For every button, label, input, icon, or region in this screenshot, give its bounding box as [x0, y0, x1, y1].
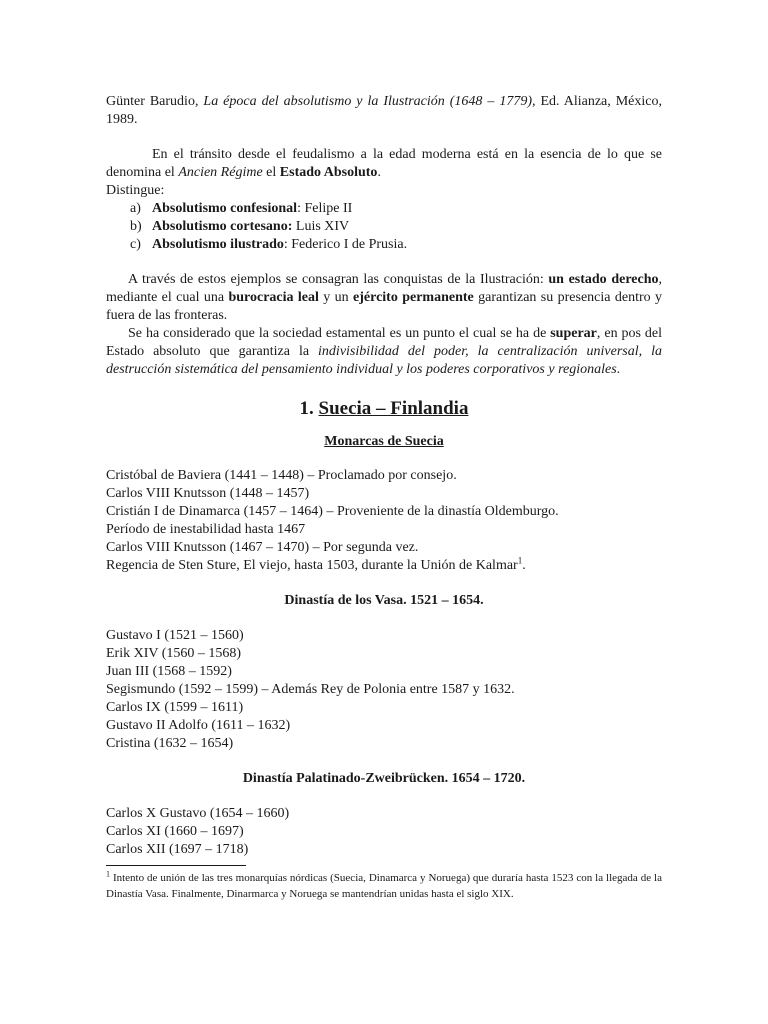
para2-ejercito: ejército permanente	[353, 290, 474, 305]
list-item-bold: Absolutismo cortesano:	[152, 219, 293, 234]
footnote-ref: 1	[517, 555, 523, 566]
regencia-text: Regencia de Sten Sture, El viejo, hasta 1503, durante la Unión de Kalmar	[106, 558, 518, 573]
para3-text-c: , en pos del Estado absoluto que garantiza la	[106, 326, 663, 359]
para2-text-e: y un	[318, 290, 354, 305]
footnote	[106, 870, 662, 902]
palatinado-list	[106, 805, 662, 859]
list-item	[106, 218, 662, 236]
intro-ancien-regime: Ancien Régime	[178, 165, 263, 180]
list-item: Carlos XII (1697 – 1718)	[106, 842, 249, 857]
distingue-label: Distingue:	[106, 183, 165, 198]
list-item	[106, 557, 662, 575]
list-item: Carlos XI (1660 – 1697)	[106, 824, 244, 839]
para3-text-e: .	[616, 362, 621, 377]
paragraph-ilustracion	[106, 271, 662, 325]
para2-estado-derecho: un estado derecho	[548, 272, 659, 287]
para2-text-a: A través de estos ejemplos se consagran las conquistas de la Ilustración:	[128, 272, 549, 287]
list-item-bold: Absolutismo ilustrado	[152, 237, 284, 252]
intro-estado-absoluto: Estado Absoluto	[279, 165, 378, 180]
intro-text-c: .	[377, 165, 381, 180]
para3-text-a: Se ha considerado que la sociedad estamental es un punto el cual se ha de	[128, 326, 551, 341]
reference-publisher: Ed. Alianza, México, 1989.	[106, 94, 662, 127]
list-item: Gustavo I (1521 – 1560)	[106, 628, 244, 643]
footnote-text: Intento de unión de las tres monarquías nórdicas (Suecia, Dinamarca y Noruega) que duraría hasta 1523 con la llegada de la Dinastía Vasa. Finalmente, Dinarmarca y Noruega se mantendrían unidas hasta el siglo XIX.	[106, 872, 662, 900]
reference-author: Günter Barudio,	[106, 94, 199, 109]
document-page	[106, 93, 662, 902]
absolutism-list	[106, 200, 662, 254]
footnote-mark: 1	[106, 869, 110, 879]
list-item: Gustavo II Adolfo (1611 – 1632)	[106, 718, 291, 733]
bibliographic-reference	[106, 93, 662, 129]
paragraph-sociedad	[106, 325, 662, 379]
list-item: Carlos X Gustavo (1654 – 1660)	[106, 806, 290, 821]
section-heading	[106, 397, 662, 421]
section-title: Suecia – Finlandia	[318, 398, 469, 419]
list-item: Cristina (1632 – 1654)	[106, 736, 234, 751]
regencia-end: .	[522, 558, 526, 573]
list-item: Cristóbal de Baviera (1441 – 1448) – Proclamado por consejo.	[106, 468, 457, 483]
intro-paragraph	[106, 146, 662, 182]
section-number: 1.	[299, 398, 314, 419]
para2-text-c: , mediante el cual una	[106, 272, 662, 305]
subsection-title: Monarcas de Suecia	[324, 434, 444, 449]
list-item: Período de inestabilidad hasta 1467	[106, 522, 306, 537]
list-item: Juan III (1568 – 1592)	[106, 664, 232, 679]
list-marker: a)	[130, 201, 141, 216]
para3-italic: indivisibilidad del poder, la centralización universal, la destrucción sistemática del pensamiento individual y los poderes corporativos y regionales	[106, 344, 662, 377]
intro-text-b: el	[262, 165, 280, 180]
list-item	[106, 236, 662, 254]
para2-text-g: garantizan su presencia dentro y fuera de las fronteras.	[106, 290, 662, 323]
footnote-divider	[106, 865, 246, 866]
vasa-list	[106, 627, 662, 753]
para3-superar: superar	[550, 326, 597, 341]
monarchs-list	[106, 467, 662, 575]
list-item-rest: Luis XIV	[292, 219, 350, 234]
list-item-rest: : Federico I de Prusia.	[283, 237, 408, 252]
intro-text-a: En el tránsito desde el feudalismo a la edad moderna está en la esencia de lo que se denomina el	[106, 147, 662, 180]
reference-title: La época del absolutismo y la Ilustración (1648 – 1779),	[203, 94, 536, 109]
list-item: Cristián I de Dinamarca (1457 – 1464) – Proveniente de la dinastía Oldemburgo.	[106, 504, 559, 519]
list-marker: b)	[130, 219, 142, 234]
list-item: Segismundo (1592 – 1599) – Además Rey de Polonia entre 1587 y 1632.	[106, 682, 515, 697]
dynasty-heading-palatinado: Dinastía Palatinado-Zweibrücken. 1654 – 1720.	[242, 771, 526, 786]
list-item-rest: : Felipe II	[297, 201, 353, 216]
list-item: Erik XIV (1560 – 1568)	[106, 646, 242, 661]
list-item-bold: Absolutismo confesional	[152, 201, 298, 216]
list-item: Carlos IX (1599 – 1611)	[106, 700, 244, 715]
subsection-heading	[106, 433, 662, 451]
dynasty-heading-vasa: Dinastía de los Vasa. 1521 – 1654.	[284, 593, 484, 608]
list-item	[106, 200, 662, 218]
list-marker: c)	[130, 237, 141, 252]
list-item: Carlos VIII Knutsson (1448 – 1457)	[106, 486, 310, 501]
list-item: Carlos VIII Knutsson (1467 – 1470) – Por segunda vez.	[106, 540, 419, 555]
para2-burocracia: burocracia leal	[228, 290, 319, 305]
